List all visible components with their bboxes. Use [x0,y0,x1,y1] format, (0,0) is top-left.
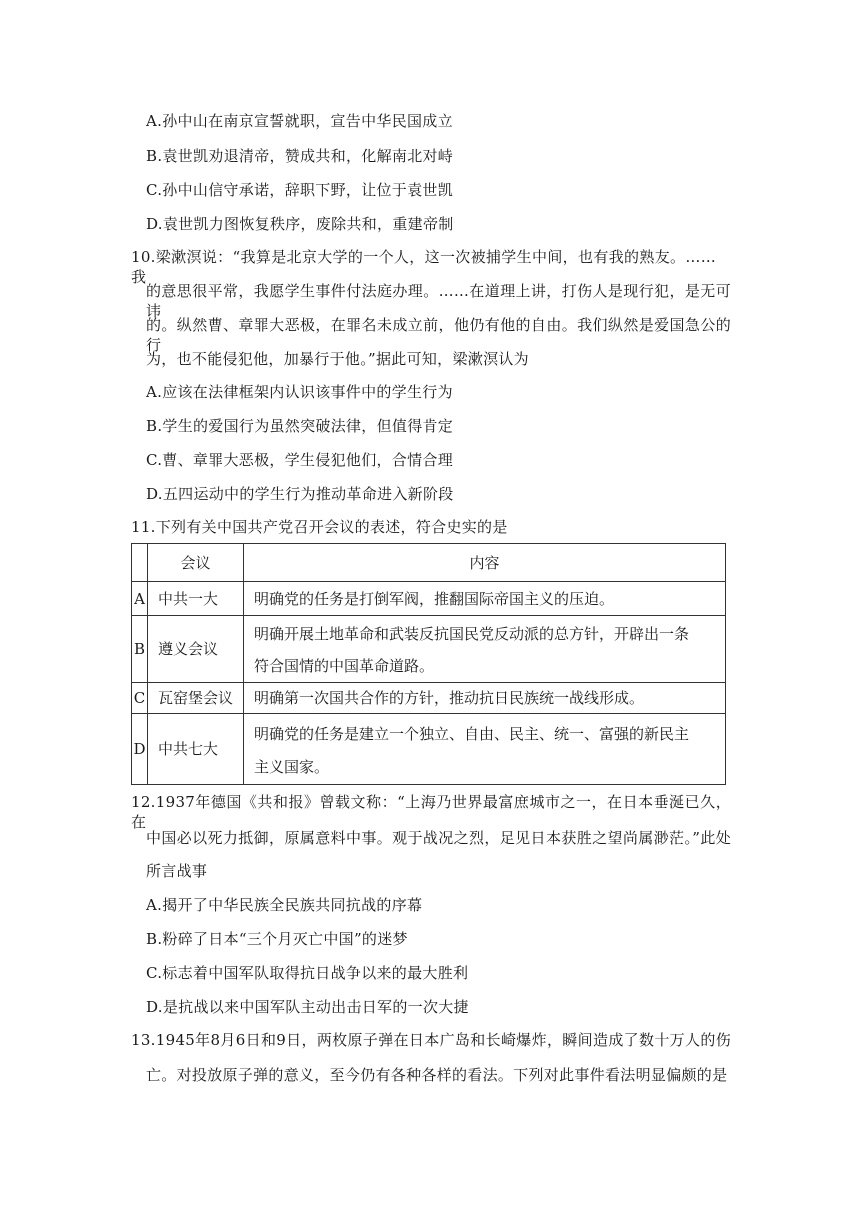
q12-stem-line-2: 中国必以死力抵御，原属意料中事。观于战况之烈，足见日本获胜之望尚属渺茫。”此处 [146,829,731,847]
row-content-line-1: 明确开展土地革命和武装反抗国民党反动派的总方针，开辟出一条 [254,625,690,643]
table-row [132,616,726,683]
q10-stem-line-3: 的。纵然曹、章罪大恶极，在罪名未成立前，他仍有他的自由。我们纵然是爱国急公的行 [146,316,731,354]
q10-stem-line-4: 为，也不能侵犯他，加暴行于他。”据此可知，梁漱溟认为 [146,350,529,368]
table-row [132,582,726,616]
q10-option-c: C.曹、章罪大恶极，学生侵犯他们，合情合理 [146,451,454,469]
row-key: D [132,714,148,785]
q10-stem-line-2: 的意思很平常，我愿学生事件付法庭办理。……在道理上讲，打伤人是现行犯，是无可讳 [146,282,731,320]
meetings-table [131,543,726,785]
row-content: 明确第一次国共合作的方针，推动抗日民族统一战线形成。 [244,683,726,714]
row-content-line-2: 符合国情的中国革命道路。 [254,657,435,675]
row-content-line-1: 明确党的任务是建立一个独立、自由、民主、统一、富强的新民主 [254,725,690,743]
q12-option-b: B.粉碎了日本“三个月灭亡中国”的迷梦 [146,930,408,948]
q10-option-a: A.应该在法律框架内认识该事件中的学生行为 [146,383,453,401]
row-content [244,616,726,683]
row-key: B [132,616,148,683]
row-meeting: 中共七大 [148,714,244,785]
table-header-content: 内容 [244,544,726,582]
q9-option-c: C.孙中山信守承诺，辞职下野，让位于袁世凯 [146,181,454,199]
row-meeting: 瓦窑堡会议 [148,683,244,714]
row-key: C [132,683,148,714]
table-header-key [132,544,148,582]
table-row [132,683,726,714]
q12-option-c: C.标志着中国军队取得抗日战争以来的最大胜利 [146,964,469,982]
q10-option-d: D.五四运动中的学生行为推动革命进入新阶段 [146,485,454,503]
row-content [244,714,726,785]
q12-stem-line-3: 所言战事 [146,862,208,880]
q9-option-b: B.袁世凯劝退清帝，赞成共和，化解南北对峙 [146,147,454,165]
table-header-meeting: 会议 [148,544,244,582]
table-row [132,714,726,785]
q10-option-b: B.学生的爱国行为虽然突破法律，但值得肯定 [146,417,454,435]
q9-option-a: A.孙中山在南京宣誓就职，宣告中华民国成立 [146,112,453,130]
row-key: A [132,582,148,616]
row-content-line-2: 主义国家。 [254,758,330,776]
row-meeting: 遵义会议 [148,616,244,683]
q12-option-a: A.揭开了中华民族全民族共同抗战的序幕 [146,896,423,914]
q13-stem-line-2: 亡。对投放原子弹的意义，至今仍有各种各样的看法。下列对此事件看法明显偏颇的是 [146,1066,728,1084]
row-content: 明确党的任务是打倒军阀，推翻国际帝国主义的压迫。 [244,582,726,616]
row-meeting: 中共一大 [148,582,244,616]
q12-stem-line-1: 12.1937年德国《共和报》曾载文称：“上海乃世界最富庶城市之一，在日本垂涎已久，在 [131,793,731,831]
table-header-row [132,544,726,582]
q10-stem-line-1: 10.梁漱溟说：“我算是北京大学的一个人，这一次被捕学生中间，也有我的熟友。……我 [131,248,716,286]
q13-stem-line-1: 13.1945年8月6日和9日，两枚原子弹在日本广岛和长崎爆炸，瞬间造成了数十万人的伤 [131,1031,731,1049]
q9-option-d: D.袁世凯力图恢复秩序，废除共和，重建帝制 [146,215,454,233]
q12-option-d: D.是抗战以来中国军队主动出击日军的一次大捷 [146,998,469,1016]
q11-stem: 11.下列有关中国共产党召开会议的表述，符合史实的是 [131,518,508,536]
